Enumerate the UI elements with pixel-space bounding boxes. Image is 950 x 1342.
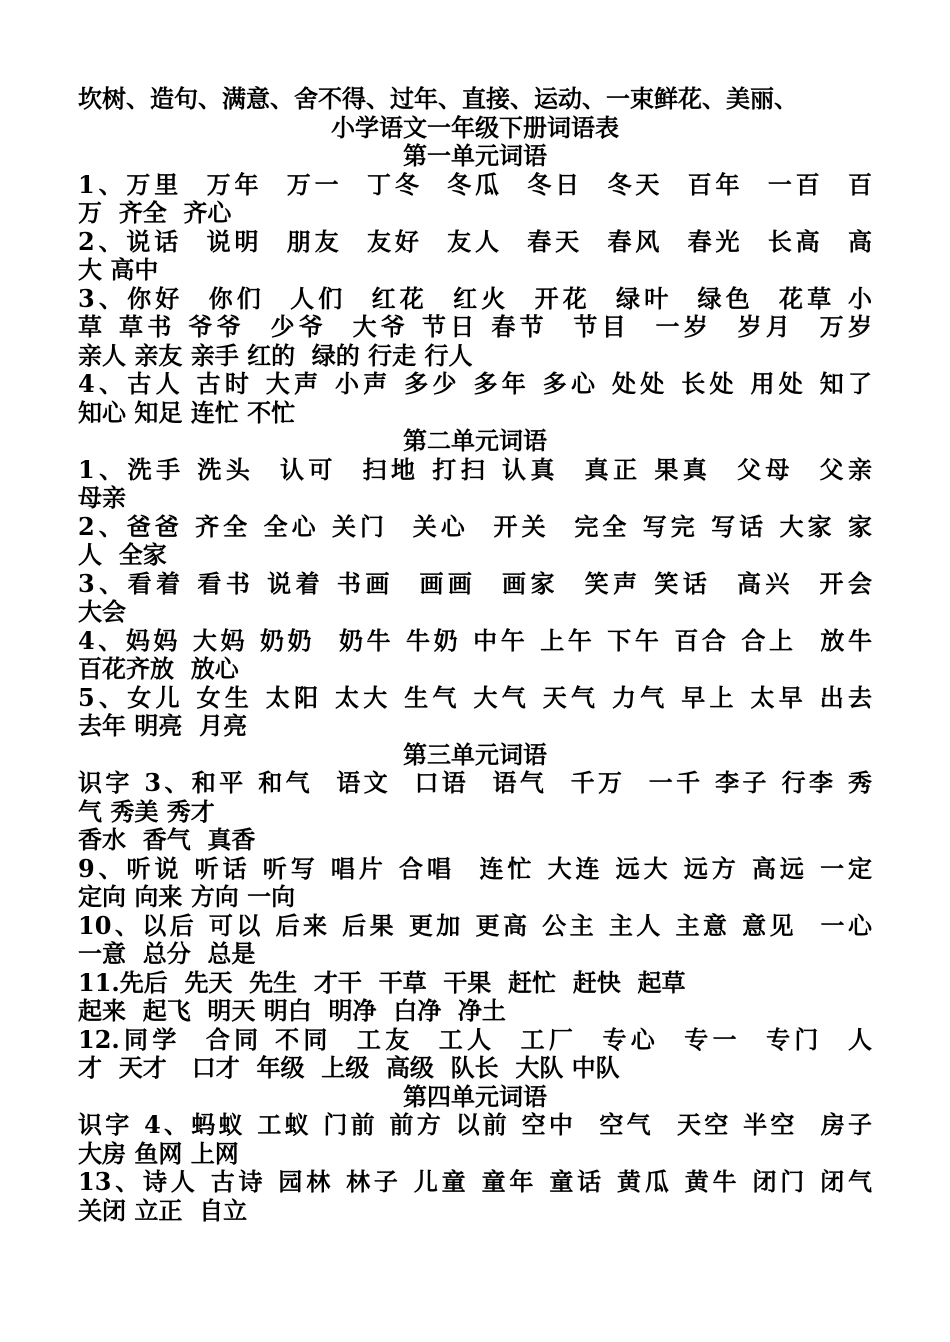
unit3-line: 才 天才 口才 年级 上级 高级 队长 大队 中队	[78, 1054, 620, 1082]
unit3-heading: 第三单元词语	[403, 739, 547, 769]
unit1-line: 3、你好 你们 人们 红花 红火 开花 绿叶 绿色 花草 小	[78, 284, 872, 313]
document-title: 小学语文一年级下册词语表	[331, 112, 619, 142]
unit2-line: 2、爸爸 齐全 全心 关门 关心 开关 完全 写完 写话 大家 家	[78, 512, 872, 541]
unit4-heading: 第四单元词语	[403, 1081, 547, 1111]
unit1-heading: 第一单元词语	[403, 141, 547, 170]
unit3-line: 定向 向来 方向 一向	[78, 883, 296, 911]
unit1-line: 2、说话 说明 朋友 友好 友人 春天 春风 春光 长高 高	[78, 227, 872, 256]
unit1-line: 草 草书 爷爷 少爷 大爷 节日 春节 节目 一岁 岁月 万岁	[78, 313, 872, 341]
unit4-line: 13、诗人 古诗 园林 林子 儿童 童年 童话 黄瓜 黄牛 闭门 闭气	[78, 1168, 872, 1196]
unit4-line: 大房 鱼网 上网	[78, 1139, 239, 1168]
unit1-line: 亲人 亲友 亲手 红的 绿的 行走 行人	[78, 341, 473, 370]
unit2-line: 3、看着 看书 说着 书画 画画 画家 笑声 笑话 高兴 开会	[78, 569, 872, 598]
unit2-line: 大会	[78, 598, 126, 626]
unit3-line: 10、以后 可以 后来 后果 更加 更高 公主 主人 主意 意见 一心	[78, 911, 872, 940]
unit2-line: 1、洗手 洗头 认可 扫地 打扫 认真 真正 果真 父母 父亲	[78, 455, 872, 484]
unit3-line: 起来 起飞 明天 明白 明净 白净 净土	[78, 997, 506, 1025]
unit2-line: 百花齐放 放心	[78, 655, 239, 683]
unit3-line: 香水 香气 真香	[78, 826, 256, 854]
unit1-line: 1、万里 万年 万一 丁冬 冬瓜 冬日 冬天 百年 一百 百	[78, 170, 872, 199]
unit1-line: 万 齐全 齐心	[78, 199, 232, 227]
unit2-line: 4、妈妈 大妈 奶奶 奶牛 牛奶 中午 上午 下午 百合 合上 放牛	[78, 626, 872, 655]
intro-line: 坎树、造句、满意、舍不得、过年、直接、运动、一束鲜花、美丽、	[78, 85, 798, 113]
unit2-line: 5、女儿 女生 太阳 太大 生气 大气 天气 力气 早上 太早 出去	[78, 683, 872, 712]
unit2-line: 去年 明亮 月亮	[78, 712, 248, 740]
unit4-line: 识字 4、蚂蚁 工蚁 门前 前方 以前 空中 空气 天空 半空 房子	[78, 1111, 872, 1139]
unit3-line: 识字 3、和平 和气 语文 口语 语气 千万 一千 李子 行李 秀	[78, 769, 872, 797]
unit1-line: 4、古人 古时 大声 小声 多少 多年 多心 处处 长处 用处 知了	[78, 370, 872, 398]
unit3-line: 11.先后 先天 先生 才干 干草 干果 赶忙 赶快 起草	[78, 968, 686, 997]
unit1-line: 知心 知足 连忙 不忙	[78, 398, 296, 427]
unit4-line: 关闭 立正 自立	[78, 1196, 248, 1225]
unit3-line: 12.同学 合同 不同 工友 工人 工厂 专心 专一 专门 人	[78, 1025, 872, 1054]
unit1-line: 大 高中	[78, 256, 159, 284]
unit3-line: 气 秀美 秀才	[78, 797, 215, 826]
unit2-line: 人 全家	[78, 541, 167, 569]
unit2-heading: 第二单元词语	[403, 426, 547, 455]
unit3-line: 一意 总分 总是	[78, 940, 256, 968]
unit3-line: 9、听说 听话 听写 唱片 合唱 连忙 大连 远大 远方 高远 一定	[78, 854, 872, 883]
unit2-line: 母亲	[78, 484, 126, 512]
